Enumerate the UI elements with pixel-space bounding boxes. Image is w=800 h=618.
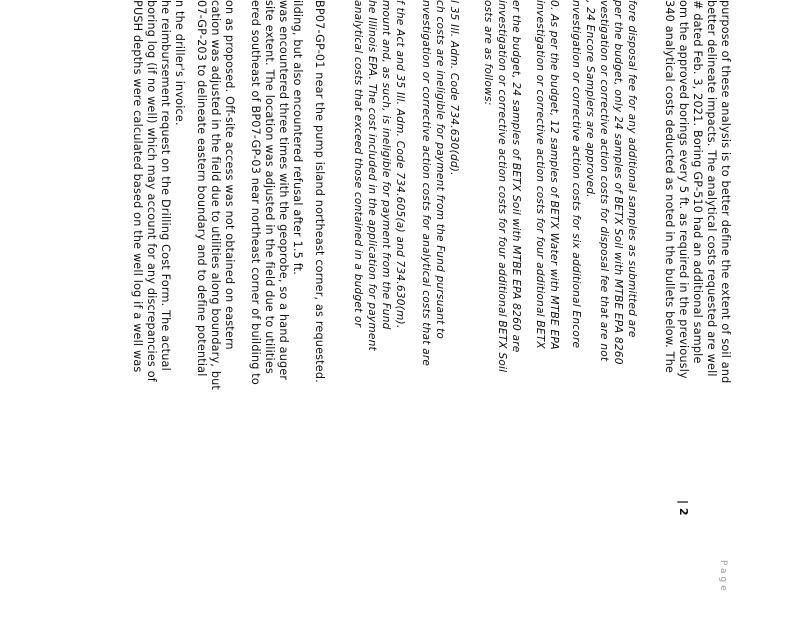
text-line: he Illinois EPA. The cost included in the application for payment bbox=[366, 0, 378, 351]
text-line: per the budget, only 24 samples of BETX Soil with MTBE EPA 8260 bbox=[612, 0, 624, 365]
text-line: 07-GP-203 to delineate eastern boundary and to define potential bbox=[195, 0, 208, 377]
text-line: PUSH depths were calculated based on the well log if a well was bbox=[131, 0, 144, 373]
text-line: f the Act and 35 Ill. Adm. Code 734.605(a) and 734.630(m). bbox=[394, 0, 406, 329]
text-line: was encountered three times with the geoprobe, so a hand auger bbox=[277, 0, 290, 381]
text-line: # dated Feb. 3, 2021. Boring GP-510 had an additional sample bbox=[691, 0, 704, 364]
text-line: er the budget, 24 samples of BETX Soil with MTBE EPA 8260 are bbox=[510, 0, 522, 353]
text-line: site extent. The location was adjusted in the field due to utilities bbox=[263, 0, 276, 374]
text-line: 0. As per the budget, 12 samples of BETX Water with MTBE EPA bbox=[548, 0, 560, 350]
text-line: better delineate impacts. The analytical costs requested are well bbox=[705, 0, 718, 377]
text-line: , 24 Encore Samplers are approved. bbox=[584, 0, 596, 198]
text-line: cation was adjusted in the field due to utilities along boundary, but bbox=[209, 0, 222, 390]
text-line: nvestigation or corrective action costs for analytical costs that are bbox=[420, 0, 432, 367]
text-line: fore disposal fee for any additional samples as submitted are bbox=[626, 0, 638, 338]
text-line: boring log (if no well) which may account for any discrepancies of bbox=[145, 0, 158, 382]
text-line: BP07-GP-01 near the pump island northeast corner, as requested. bbox=[313, 0, 326, 383]
text-line: mount and, as such, is ineligible for payment from the Fund bbox=[380, 0, 392, 330]
text-line: investigation or corrective action costs for four additional BETX Soil bbox=[496, 0, 508, 373]
text-line: he reimbursement request on the Drilling Cost Form. The actual bbox=[159, 0, 172, 371]
text-line: purpose of these analysis is to better define the extent of soil and bbox=[719, 0, 732, 384]
text-line: om the approved borings every 5 ft. as required in the previously bbox=[677, 0, 690, 379]
text-line: osts are as follows: bbox=[482, 0, 494, 106]
text-line: nvestigation or corrective action costs for six additional Encore bbox=[570, 0, 582, 349]
text-line: analytical costs that exceed those contained in a budget or bbox=[352, 0, 364, 328]
text-line: investigation or corrective action costs for four additional BETX bbox=[534, 0, 546, 349]
text-line: n the driller's invoice. bbox=[173, 0, 186, 126]
page-number: | 2 bbox=[677, 500, 690, 516]
text-line: on as proposed. Off-site access was not obtained on eastern bbox=[223, 0, 236, 350]
page-label: Page bbox=[718, 560, 728, 594]
text-line: ered southeast of BP07-GP-03 near northeast corner of building to bbox=[249, 0, 262, 385]
text-line: ilding, but also encountered refusal after 1.5 ft. bbox=[291, 0, 304, 276]
text-line: l 35 Ill. Adm. Code 734.630(dd). bbox=[448, 0, 460, 176]
text-line: ch costs are ineligible for payment from the Fund pursuant to bbox=[434, 0, 446, 340]
text-line: 340 analytical costs deducted as noted in the bullets below. The bbox=[663, 0, 676, 374]
text-line: vestigation or corrective action costs for disposal fee that are not bbox=[598, 0, 610, 362]
